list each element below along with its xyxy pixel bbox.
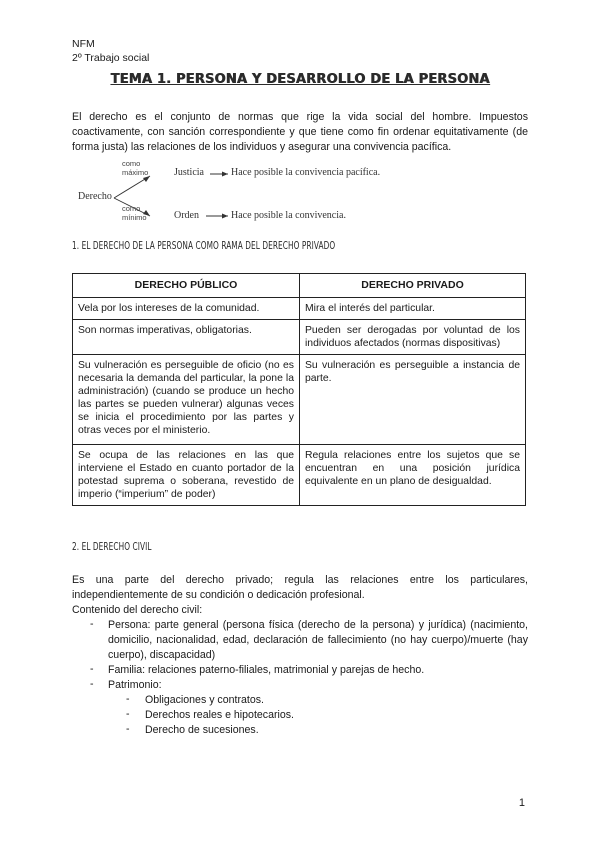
table-cell: Su vulneración es perseguible a instancia de parte.	[300, 355, 526, 445]
bullet-dash: -	[90, 618, 94, 630]
table-cell: Mira el interés del particular.	[300, 298, 526, 320]
table-header-row	[73, 274, 526, 298]
diagram-top-small-2: máximo	[122, 168, 149, 177]
diagram-bottom-small-2: mínimo	[122, 213, 147, 222]
bullet-dash: -	[90, 678, 94, 690]
list-item-familia: Familia: relaciones paterno-filiales, matrimonial y parejas de hecho.	[108, 664, 425, 676]
table-cell: Vela por los intereses de la comunidad.	[73, 298, 300, 320]
diagram-justicia-result: Hace posible la convivencia pacífica.	[231, 167, 381, 178]
diagram-root-label: Derecho	[78, 191, 112, 202]
derecho-diagram	[78, 158, 381, 228]
bullet-dash: -	[126, 708, 130, 720]
author-initials: NFM	[72, 38, 95, 50]
list-item-patrimonio: Patrimonio:	[108, 679, 162, 691]
table-header-privado: DERECHO PRIVADO	[300, 274, 526, 298]
table-row	[73, 298, 526, 320]
civil-intro-paragraph: Es una parte del derecho privado; regula las relaciones entre los particulares, independientemente de su condición o dedicación profesional.	[72, 574, 528, 601]
sub-item-sucesiones: Derecho de sucesiones.	[145, 724, 259, 736]
civil-contents-label: Contenido del derecho civil:	[72, 604, 203, 616]
page-number: 1	[518, 797, 525, 809]
bullet-dash: -	[126, 693, 130, 705]
table-row	[73, 355, 526, 445]
diagram-orden-label: Orden	[174, 210, 199, 221]
table-header-publico: DERECHO PÚBLICO	[73, 274, 300, 298]
list-item-persona: Persona: parte general (persona física (derecho de la persona) y jurídica) (nacimiento, domicilio, nacionalidad, edad, declaración de fallecimiento (no hay cuerpo)/muerte (hay cuerpo), discapacidad)	[108, 619, 528, 661]
comparison-table	[72, 273, 526, 506]
document-header	[72, 37, 149, 65]
course-name: 2º Trabajo social	[72, 52, 150, 64]
sub-item-derechos-reales: Derechos reales e hipotecarios.	[145, 709, 294, 721]
diagram-justicia-label: Justicia	[174, 167, 204, 178]
bullet-dash: -	[126, 723, 130, 735]
table-cell: Se ocupa de las relaciones en las que interviene el Estado en cuanto portador de la potestad suprema o soberana, revestido de imperio (“imperium” de poder)	[73, 445, 300, 506]
table-row	[73, 320, 526, 355]
section-heading-2: 2. EL DERECHO CIVIL	[72, 541, 152, 553]
page-title: TEMA 1. PERSONA Y DESARROLLO DE LA PERSONA	[110, 72, 490, 87]
bullet-dash: -	[90, 663, 94, 675]
table-cell: Su vulneración es perseguible de oficio (no es necesaria la demanda del particular, la pone la administración) (cuando se produce un hecho las partes se pueden vulnerar) algunas veces se inicia el procedimiento por las partes y otras veces por el ministerio.	[73, 355, 300, 445]
table-cell: Son normas imperativas, obligatorias.	[73, 320, 300, 355]
diagram-bottom-small-1: como	[122, 204, 141, 213]
intro-paragraph: El derecho es el conjunto de normas que rige la vida social del hombre. Impuestos coactivamente, con sanción correspondiente y que tiene como fin ordenar equitativamente (de forma justa) las relaciones de los individuos y asegurar una convivencia pacífica.	[72, 111, 528, 153]
table-cell: Regula relaciones entre los sujetos que se encuentran en una posición jurídica equivalente en un plano de desigualdad.	[300, 445, 526, 506]
section-heading-1: 1. EL DERECHO DE LA PERSONA COMO RAMA DEL DERECHO PRIVADO	[72, 240, 336, 252]
table-cell: Pueden ser derogadas por voluntad de los individuos afectados (normas dispositivas)	[300, 320, 526, 355]
table-row	[73, 445, 526, 506]
sub-item-obligaciones: Obligaciones y contratos.	[145, 694, 264, 706]
diagram-top-small-1: como	[122, 159, 141, 168]
diagram-orden-result: Hace posible la convivencia.	[231, 210, 346, 221]
